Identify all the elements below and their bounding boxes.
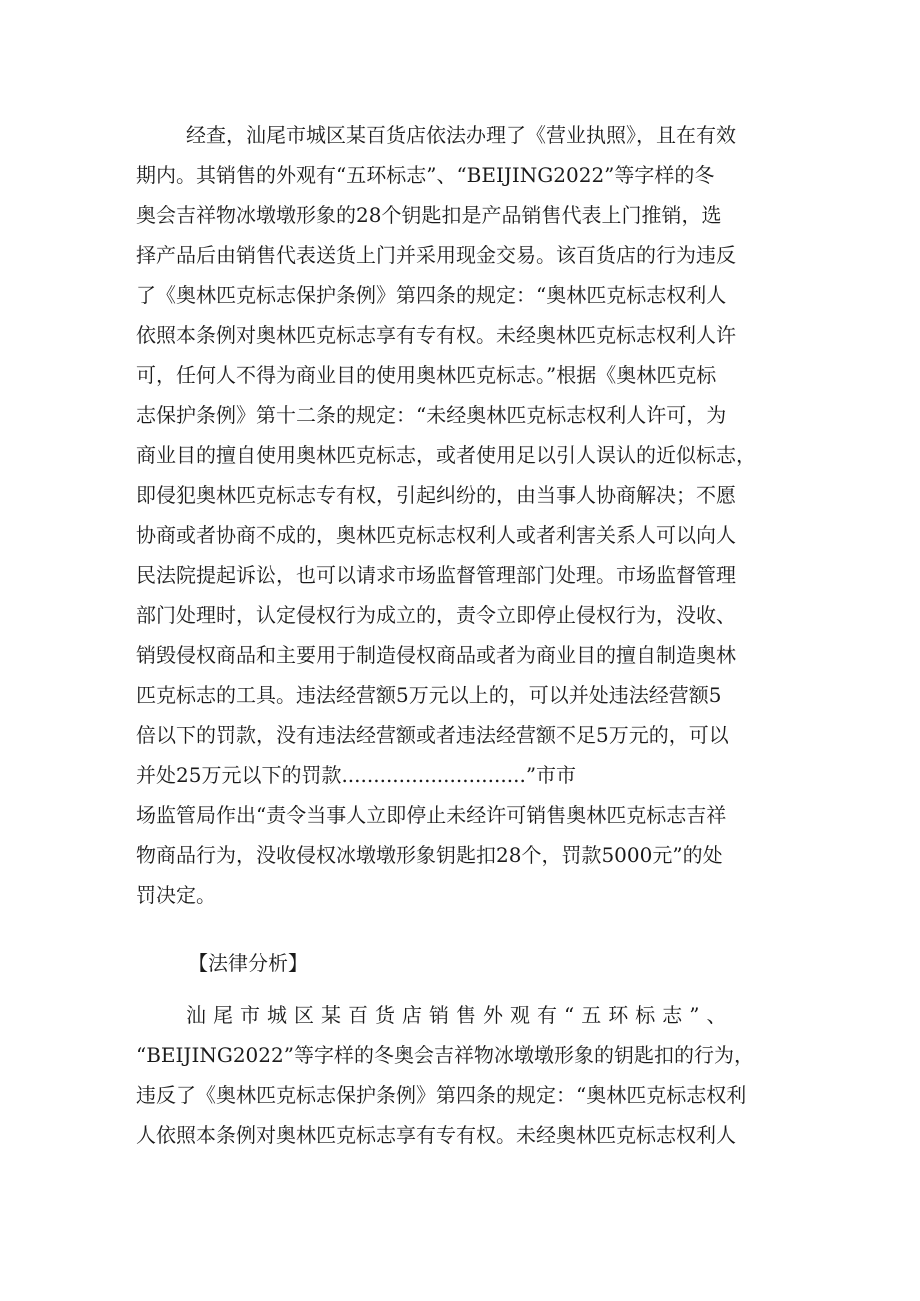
paragraph-line: 并处25万元以下的罚款.............................”市市 xyxy=(136,763,577,787)
paragraph-line: 违反了《奥林匹克标志保护条例》第四条的规定：“奥林匹克标志权利 xyxy=(136,1083,747,1107)
paragraph-line: 即侵犯奥林匹克标志专有权，引起纠纷的，由当事人协商解决；不愿 xyxy=(136,483,736,507)
paragraph-line: “BEIJING2022”等字样的冬奥会吉祥物冰墩墩形象的钥匙扣的行为， xyxy=(136,1043,754,1067)
paragraph-line: 志保护条例》第十二条的规定：“未经奥林匹克标志权利人许可，为 xyxy=(136,403,727,427)
paragraph-line: 部门处理时，认定侵权行为成立的，责令立即停止侵权行为，没收、 xyxy=(136,603,736,627)
paragraph-line: 倍以下的罚款，没有违法经营额或者违法经营额不足5万元的，可以 xyxy=(136,723,729,747)
paragraph-line: 销毁侵权商品和主要用于制造侵权商品或者为商业目的擅自制造奥林 xyxy=(136,643,736,667)
paragraph-line: 场监管局作出“责令当事人立即停止未经许可销售奥林匹克标志吉祥 xyxy=(136,803,727,827)
paragraph-line: 期内。其销售的外观有“五环标志”、“BEIJING2022”等字样的冬 xyxy=(136,163,715,187)
paragraph-line: 可，任何人不得为商业目的使用奥林匹克标志。”根据《奥林匹克标 xyxy=(136,363,717,387)
paragraph-line: 奥会吉祥物冰墩墩形象的28个钥匙扣是产品销售代表上门推销，选 xyxy=(136,203,722,227)
paragraph-line: 协商或者协商不成的，奥林匹克标志权利人或者利害关系人可以向人 xyxy=(136,523,736,547)
paragraph-line: 择产品后由销售代表送货上门并采用现金交易。该百货店的行为违反 xyxy=(136,243,736,267)
paragraph-line: 商业目的擅自使用奥林匹克标志，或者使用足以引人误认的近似标志， xyxy=(136,443,756,467)
paragraph-line: 汕尾市城区某百货店销售外观有“五环标志”、 xyxy=(186,1003,734,1027)
paragraph-line: 罚决定。 xyxy=(136,883,216,907)
paragraph-line: 人依照本条例对奥林匹克标志享有专有权。未经奥林匹克标志权利人 xyxy=(136,1123,736,1147)
paragraph-line: 民法院提起诉讼，也可以请求市场监督管理部门处理。市场监督管理 xyxy=(136,563,736,587)
paragraph-line: 物商品行为，没收侵权冰墩墩形象钥匙扣28个，罚款5000元”的处 xyxy=(136,843,723,867)
section-heading: 【法律分析】 xyxy=(188,951,308,975)
paragraph-line: 匹克标志的工具。违法经营额5万元以上的，可以并处违法经营额5 xyxy=(136,683,722,707)
paragraph-line: 了《奥林匹克标志保护条例》第四条的规定：“奥林匹克标志权利人 xyxy=(136,283,727,307)
paragraph-line: 经查，汕尾市城区某百货店依法办理了《营业执照》，且在有效 xyxy=(186,123,736,147)
paragraph-line: 依照本条例对奥林匹克标志享有专有权。未经奥林匹克标志权利人许 xyxy=(136,323,736,347)
